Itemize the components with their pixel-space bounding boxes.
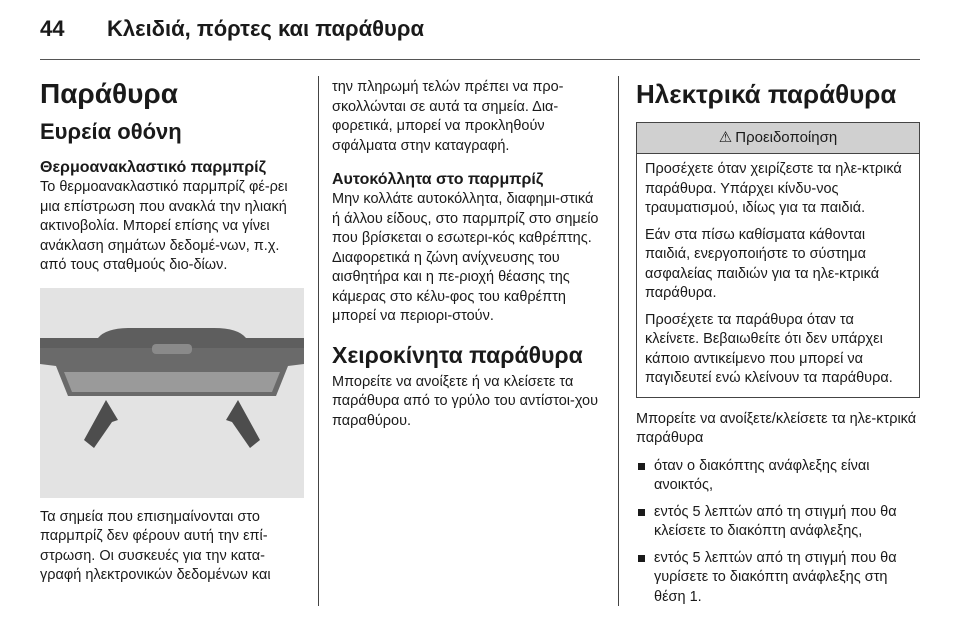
page-title: Κλειδιά, πόρτες και παράθυρα xyxy=(107,16,424,41)
heading-power-windows: Ηλεκτρικά παράθυρα xyxy=(636,79,897,109)
subheading-wide-screen: Ευρεία οθόνη xyxy=(40,119,182,144)
list-item xyxy=(636,549,920,608)
warning-box xyxy=(636,122,920,398)
column-3 xyxy=(636,78,920,614)
list-item xyxy=(636,457,920,496)
column-divider-2 xyxy=(618,76,619,606)
paragraph-toll-devices: την πληρωμή τελών πρέπει να προ-σκολλώνται σε αυτά τα σημεία. Δια-φορετικά, μπορεί να προκληθούν σφάλματα στην καταγραφή. xyxy=(332,79,564,154)
heading-heat-reflective-windshield: Θερμοανακλαστικό παρμπρίζ xyxy=(40,159,266,176)
paragraph-manual-windows: Μπορείτε να ανοίξετε ή να κλείσετε τα παράθυρα από το γρύλο του αντίστοι-χου παραθύρου. xyxy=(332,373,599,429)
windshield-mirror-illustration xyxy=(40,288,304,498)
paragraph-marked-areas: Τα σημεία που επισημαίνονται στο παρμπρίζ δεν φέρουν αυτή την επί-στρωση. Οι συσκευές για την κατα-γραφή ηλεκτρονικών δεδομένων και xyxy=(40,508,271,583)
bullet-square-icon xyxy=(638,555,645,562)
section-heading-windows: Παράθυρα xyxy=(40,78,178,109)
list-item-text: εντός 5 λεπτών από τη στιγμή που θα κλείσετε το διακόπτη ανάφλεξης, xyxy=(654,503,897,539)
warning-paragraph-3: Προσέχετε τα παράθυρα όταν τα κλείνετε. Βεβαιωθείτε ότι δεν υπάρχει κάποιο αντικείμενο που μπορεί να παγιδευτεί ενώ κλείνουν τα παράθυρα. xyxy=(645,311,893,386)
paragraph-stickers: Μην κολλάτε αυτοκόλλητα, διαφημι-στικά ή άλλου είδους, στο παρμπρίζ στο σημείο που βρίσκεται ο εσωτερι-κός καθρέπτης. Διαφορετικά η ζώνη ανίχνευσης του αισθητήρα και η πε-ριοχή θέασης της κάμερας στο κέλυ-φος του καθρέπτη μπορεί να περιορι-στούν. xyxy=(332,191,599,324)
warning-paragraph-2: Εάν στα πίσω καθίσματα κάθονται παιδιά, ενεργοποιήστε το σύστημα ασφαλείας παιδιών για τα ηλε-κτρικά παράθυρα. xyxy=(645,226,880,301)
paragraph-power-windows-intro: Μπορείτε να ανοίξετε/κλείσετε τα ηλε-κτρικά παράθυρα xyxy=(636,410,917,446)
list-item xyxy=(636,503,920,542)
list-item-text: όταν ο διακόπτης ανάφλεξης είναι ανοικτός, xyxy=(654,457,870,493)
column-2 xyxy=(332,78,604,431)
heading-manual-windows: Χειροκίνητα παράθυρα xyxy=(332,341,583,368)
warning-title: Προειδοποίηση xyxy=(735,129,838,146)
bullet-list xyxy=(636,457,920,608)
paragraph-windshield-coating: Το θερμοανακλαστικό παρμπρίζ φέ-ρει μια επίστρωση που ανακλά την ηλιακή ακτινοβολία. Μπορεί επίσης να γίνει ανάκλαση σημάτων δεδομέ-νων, π.χ. από τους σταθμούς διο-δίων. xyxy=(40,179,288,273)
column-divider-1 xyxy=(318,76,319,606)
warning-header xyxy=(637,123,919,154)
column-1 xyxy=(40,78,304,586)
page-header xyxy=(40,12,920,52)
warning-body xyxy=(637,154,919,397)
warning-paragraph-1: Προσέχετε όταν χειρίζεστε τα ηλε-κτρικά παράθυρα. Υπάρχει κίνδυ-νος τραυματισμού, ιδίως για τα παιδιά. xyxy=(645,161,902,216)
mirror-illustration-svg xyxy=(40,288,304,498)
bullet-square-icon xyxy=(638,509,645,516)
heading-windshield-stickers: Αυτοκόλλητα στο παρμπρίζ xyxy=(332,171,544,188)
page-number: 44 xyxy=(40,16,65,41)
header-rule xyxy=(40,59,920,60)
bullet-square-icon xyxy=(638,463,645,470)
list-item-text: εντός 5 λεπτών από τη στιγμή που θα γυρίσετε το διακόπτη ανάφλεξης στη θέση 1. xyxy=(654,549,897,605)
warning-triangle-icon: ⚠ xyxy=(718,129,733,146)
